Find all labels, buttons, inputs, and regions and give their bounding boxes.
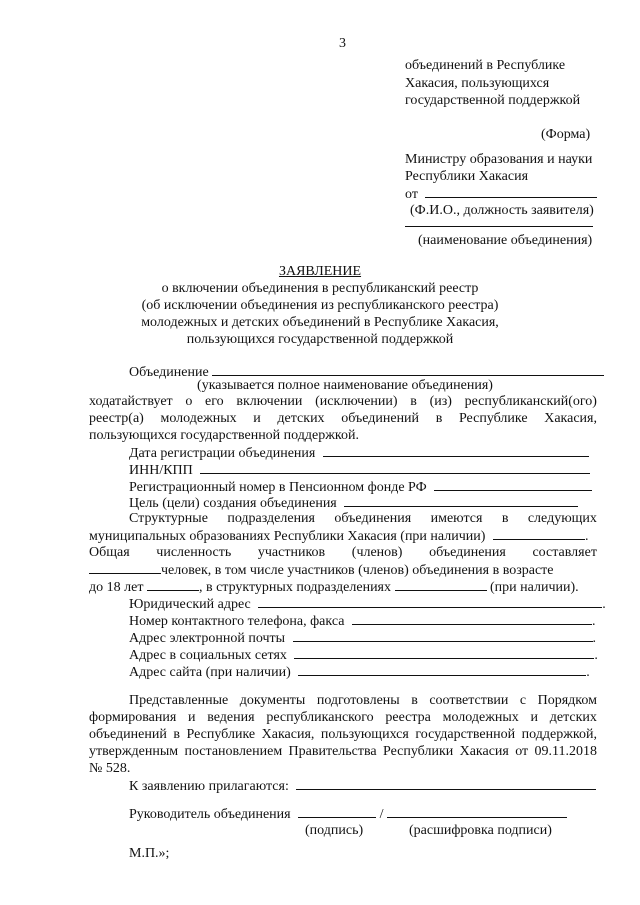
head-label: Руководитель объединения — [129, 807, 291, 822]
org-field[interactable] — [212, 363, 604, 376]
subtitle-line-1: о включении объединения в республиканский реестр — [161, 281, 479, 296]
goals-field[interactable] — [344, 494, 578, 507]
reg-date-field[interactable] — [323, 444, 589, 457]
social-field[interactable] — [294, 646, 594, 659]
age-struct-field[interactable] — [395, 578, 487, 591]
reg-date-row — [129, 444, 589, 462]
closing-line-3: объединений в Республике Хакасия, пользующихся государственной поддержкой, — [89, 727, 597, 742]
social-row: Адрес в социальных сетях . — [129, 648, 598, 663]
org-name-caption: (наименование объединения) — [418, 233, 593, 248]
email-label: Адрес электронной почты — [129, 631, 286, 646]
pension-field[interactable] — [434, 478, 592, 491]
phone-label: Номер контактного телефона, факса — [129, 614, 345, 629]
org-caption: (указывается полное наименование объединения) — [197, 378, 493, 393]
signature-slash: / — [379, 807, 384, 822]
form-label: (Форма) — [541, 127, 591, 142]
count-field[interactable] — [89, 561, 161, 574]
closing-line-5: № 528. — [89, 761, 131, 776]
petition-line-3: пользующихся государственной поддержкой. — [89, 428, 359, 443]
phone-field[interactable] — [352, 612, 592, 625]
struct-line-1: Структурные подразделения объединения имеются в следующих — [129, 511, 597, 526]
inn-label: ИНН/КПП — [129, 463, 193, 478]
header-line-3: государственной поддержкой — [405, 93, 581, 108]
org-label: Объединение — [129, 365, 209, 380]
signature-field[interactable] — [298, 805, 376, 818]
phone-row: Номер контактного телефона, факса . — [129, 614, 596, 629]
email-row: Адрес электронной почты . — [129, 631, 597, 646]
subtitle-line-3: молодежных и детских объединений в Республике Хакасия, — [141, 315, 499, 330]
reg-date-label: Дата регистрации объединения — [129, 446, 316, 461]
addressee-line-1: Министру образования и науки — [405, 152, 593, 167]
closing-line-2: формирования и ведения республиканского реестра молодежных и детских — [89, 710, 597, 725]
website-row: Адрес сайта (при наличии) . — [129, 665, 590, 680]
stamp-label: М.П.»; — [129, 846, 170, 861]
closing-line-4: утвержденным постановлением Правительства Республики Хакасия от 09.11.2018 — [89, 744, 597, 759]
age-field[interactable] — [147, 578, 199, 591]
website-field[interactable] — [298, 663, 586, 676]
name-decode-field[interactable] — [387, 805, 567, 818]
attach-field[interactable] — [296, 777, 596, 790]
header-line-1: объединений в Республике — [405, 58, 566, 73]
subtitle-line-2: (об исключении объединения из республиканского реестра) — [141, 298, 499, 313]
from-label: от — [405, 187, 418, 202]
subtitle-line-4: пользующихся государственной поддержкой — [186, 332, 454, 347]
age-line: до 18 лет , в структурных подразделениях (при наличии). — [89, 580, 579, 595]
from-caption: (Ф.И.О., должность заявителя) — [410, 203, 594, 218]
website-label: Адрес сайта (при наличии) — [129, 665, 291, 680]
addressee-line-2: Республики Хакасия — [405, 169, 529, 184]
petition-line-1: ходатайствует о его включении (исключении) в (из) республиканский(ого) — [89, 394, 597, 409]
closing-line-1: Представленные документы подготовлены в соответствии с Порядком — [129, 693, 597, 708]
struct-line-2: муниципальных образованиях Республики Хакасия (при наличии) . — [89, 529, 589, 544]
pension-label: Регистрационный номер в Пенсионном фонде РФ — [129, 480, 427, 495]
inn-row — [129, 461, 590, 479]
email-field[interactable] — [293, 629, 593, 642]
count-line-2: человек, в том числе участников (членов) объединения в возрасте — [89, 561, 554, 579]
from-row — [405, 185, 597, 203]
legal-address-field[interactable] — [258, 595, 602, 608]
goals-label: Цель (цели) создания объединения — [129, 496, 337, 511]
legal-address-label: Юридический адрес — [129, 597, 251, 612]
count-line-1: Общая численность участников (членов) объединения составляет — [89, 545, 597, 560]
header-line-2: Хакасия, пользующихся — [405, 76, 550, 91]
struct-field[interactable] — [493, 527, 585, 540]
decode-caption: (расшифровка подписи) — [409, 823, 552, 838]
signature-row — [129, 805, 567, 823]
legal-address-row: Юридический адрес . — [129, 597, 606, 612]
signature-caption: (подпись) — [305, 823, 364, 838]
org-name-field[interactable] — [405, 226, 593, 227]
attach-label: К заявлению прилагаются: — [129, 779, 289, 794]
from-field[interactable] — [425, 185, 597, 198]
document-title: ЗАЯВЛЕНИЕ — [278, 264, 362, 279]
attach-row — [129, 777, 596, 795]
page-number: 3 — [339, 36, 346, 51]
social-label: Адрес в социальных сетях — [129, 648, 287, 663]
inn-field[interactable] — [200, 461, 590, 474]
petition-line-2: реестр(а) молодежных и детских объединений в Республике Хакасия, — [89, 411, 597, 426]
